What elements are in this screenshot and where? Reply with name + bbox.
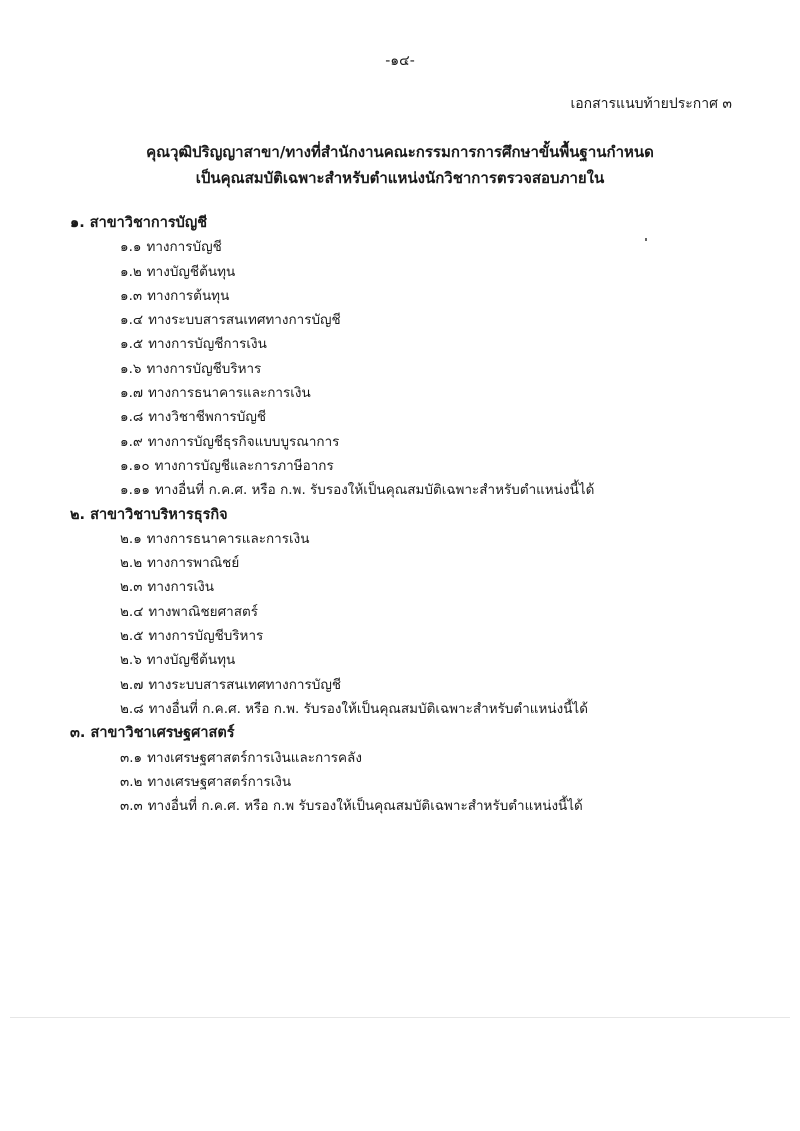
- item-text: ทางเศรษฐศาสตร์การเงิน: [147, 773, 292, 790]
- item-text: ทางการบัญชี: [146, 239, 222, 256]
- item-text: ทางระบบสารสนเทศทางการบัญชี: [148, 676, 341, 693]
- item-text: ทางการธนาคารและการเงิน: [146, 530, 310, 547]
- list-item: [120, 381, 770, 405]
- item-number: ๓.๒: [120, 773, 143, 790]
- item-text: ทางเศรษฐศาสตร์การเงินและการคลัง: [147, 749, 362, 766]
- item-number: ๑.๑๐: [120, 457, 150, 474]
- section-items: [70, 527, 770, 721]
- list-item: [120, 575, 770, 599]
- item-text: ทางการบัญชีบริหาร: [146, 360, 262, 377]
- item-number: ๒.๓: [120, 579, 143, 596]
- item-number: ๒.๑: [120, 530, 142, 547]
- item-number: ๑.๑๑: [120, 482, 150, 499]
- list-item: [120, 332, 770, 356]
- list-item: [120, 648, 770, 672]
- item-number: ๑.๕: [120, 336, 144, 353]
- item-number: ๒.๗: [120, 676, 144, 693]
- list-item: [120, 478, 770, 502]
- section-title: ๒. สาขาวิชาบริหารธุรกิจ: [70, 506, 228, 523]
- item-number: ๑.๒: [120, 263, 142, 280]
- item-number: ๑.๘: [120, 409, 144, 426]
- list-item: [120, 454, 770, 478]
- item-text: ทางพาณิชยศาสตร์: [148, 603, 258, 620]
- section-title: ๑. สาขาวิชาการบัญชี: [70, 215, 208, 231]
- item-number: ๑.๖: [120, 360, 142, 377]
- item-number: ๒.๔: [120, 603, 144, 620]
- qualification-list: [70, 211, 770, 818]
- item-number: ๓.๓: [120, 798, 143, 815]
- item-text: ทางบัญชีต้นทุน: [146, 263, 236, 280]
- item-text: ทางบัญชีต้นทุน: [146, 652, 236, 669]
- list-item: [120, 746, 770, 770]
- list-item: [120, 770, 770, 794]
- list-item: [120, 600, 770, 624]
- item-text: ทางการบัญชีการเงิน: [148, 336, 267, 353]
- item-text: ทางวิชาชีพการบัญชี: [148, 409, 266, 426]
- page-title-line-1: คุณวุฒิปริญญาสาขา/ทางที่สำนักงานคณะกรรมการการศึกษาขั้นพื้นฐานกำหนด: [146, 143, 654, 161]
- list-item: [120, 405, 770, 429]
- item-text: ทางอื่นที่ ก.ค.ศ. หรือ ก.พ. รับรองให้เป็นคุณสมบัติเฉพาะสำหรับตำแหน่งนี้ได้: [155, 482, 595, 499]
- item-text: ทางการบัญชีธุรกิจแบบบูรณาการ: [147, 433, 340, 450]
- item-number: ๒.๖: [120, 652, 142, 669]
- page-title-line-2: เป็นคุณสมบัติเฉพาะสำหรับตำแหน่งนักวิชาการตรวจสอบภายใน: [195, 169, 605, 187]
- item-text: ทางการบัญชีและการภาษีอากร: [154, 457, 334, 474]
- item-text: ทางอื่นที่ ก.ค.ศ. หรือ ก.พ รับรองให้เป็นคุณสมบัติเฉพาะสำหรับตำแหน่งนี้ได้: [147, 798, 583, 815]
- item-text: ทางระบบสารสนเทศทางการบัญชี: [148, 312, 341, 329]
- list-item: [120, 235, 770, 259]
- document-reference: เอกสารแนบท้ายประกาศ ๓: [570, 96, 732, 112]
- item-number: ๒.๘: [120, 700, 144, 717]
- item-text: ทางอื่นที่ ก.ค.ศ. หรือ ก.พ. รับรองให้เป็นคุณสมบัติเฉพาะสำหรับตำแหน่งนี้ได้: [148, 700, 588, 717]
- item-text: ทางการต้นทุน: [147, 287, 230, 304]
- list-item: [120, 624, 770, 648]
- list-item: [120, 794, 770, 818]
- item-text: ทางการธนาคารและการเงิน: [148, 385, 311, 402]
- section-items: [70, 746, 770, 819]
- list-item: [120, 308, 770, 332]
- list-item: [120, 697, 770, 721]
- list-item: [120, 284, 770, 308]
- section-business-administration: [70, 503, 770, 722]
- list-item: [120, 551, 770, 575]
- section-title: ๓. สาขาวิชาเศรษฐศาสตร์: [70, 725, 235, 742]
- list-item: [120, 357, 770, 381]
- item-number: ๓.๑: [120, 749, 143, 766]
- list-item: [120, 430, 770, 454]
- section-accounting: [70, 211, 770, 503]
- page-number: -๑๔-: [385, 53, 415, 69]
- section-items: [70, 235, 770, 502]
- item-text: ทางการบัญชีบริหาร: [148, 628, 264, 645]
- item-number: ๑.๓: [120, 287, 143, 304]
- item-number: ๑.๔: [120, 312, 144, 329]
- item-number: ๒.๒: [120, 555, 143, 572]
- item-number: ๑.๗: [120, 385, 144, 402]
- item-number: ๒.๕: [120, 628, 144, 645]
- page-divider: [10, 1017, 790, 1018]
- item-text: ทางการเงิน: [147, 579, 214, 596]
- item-text: ทางการพาณิชย์: [147, 555, 240, 572]
- list-item: [120, 527, 770, 551]
- list-item: [120, 673, 770, 697]
- item-number: ๑.๙: [120, 433, 143, 450]
- item-number: ๑.๑: [120, 239, 142, 256]
- list-item: [120, 260, 770, 284]
- section-economics: [70, 721, 770, 818]
